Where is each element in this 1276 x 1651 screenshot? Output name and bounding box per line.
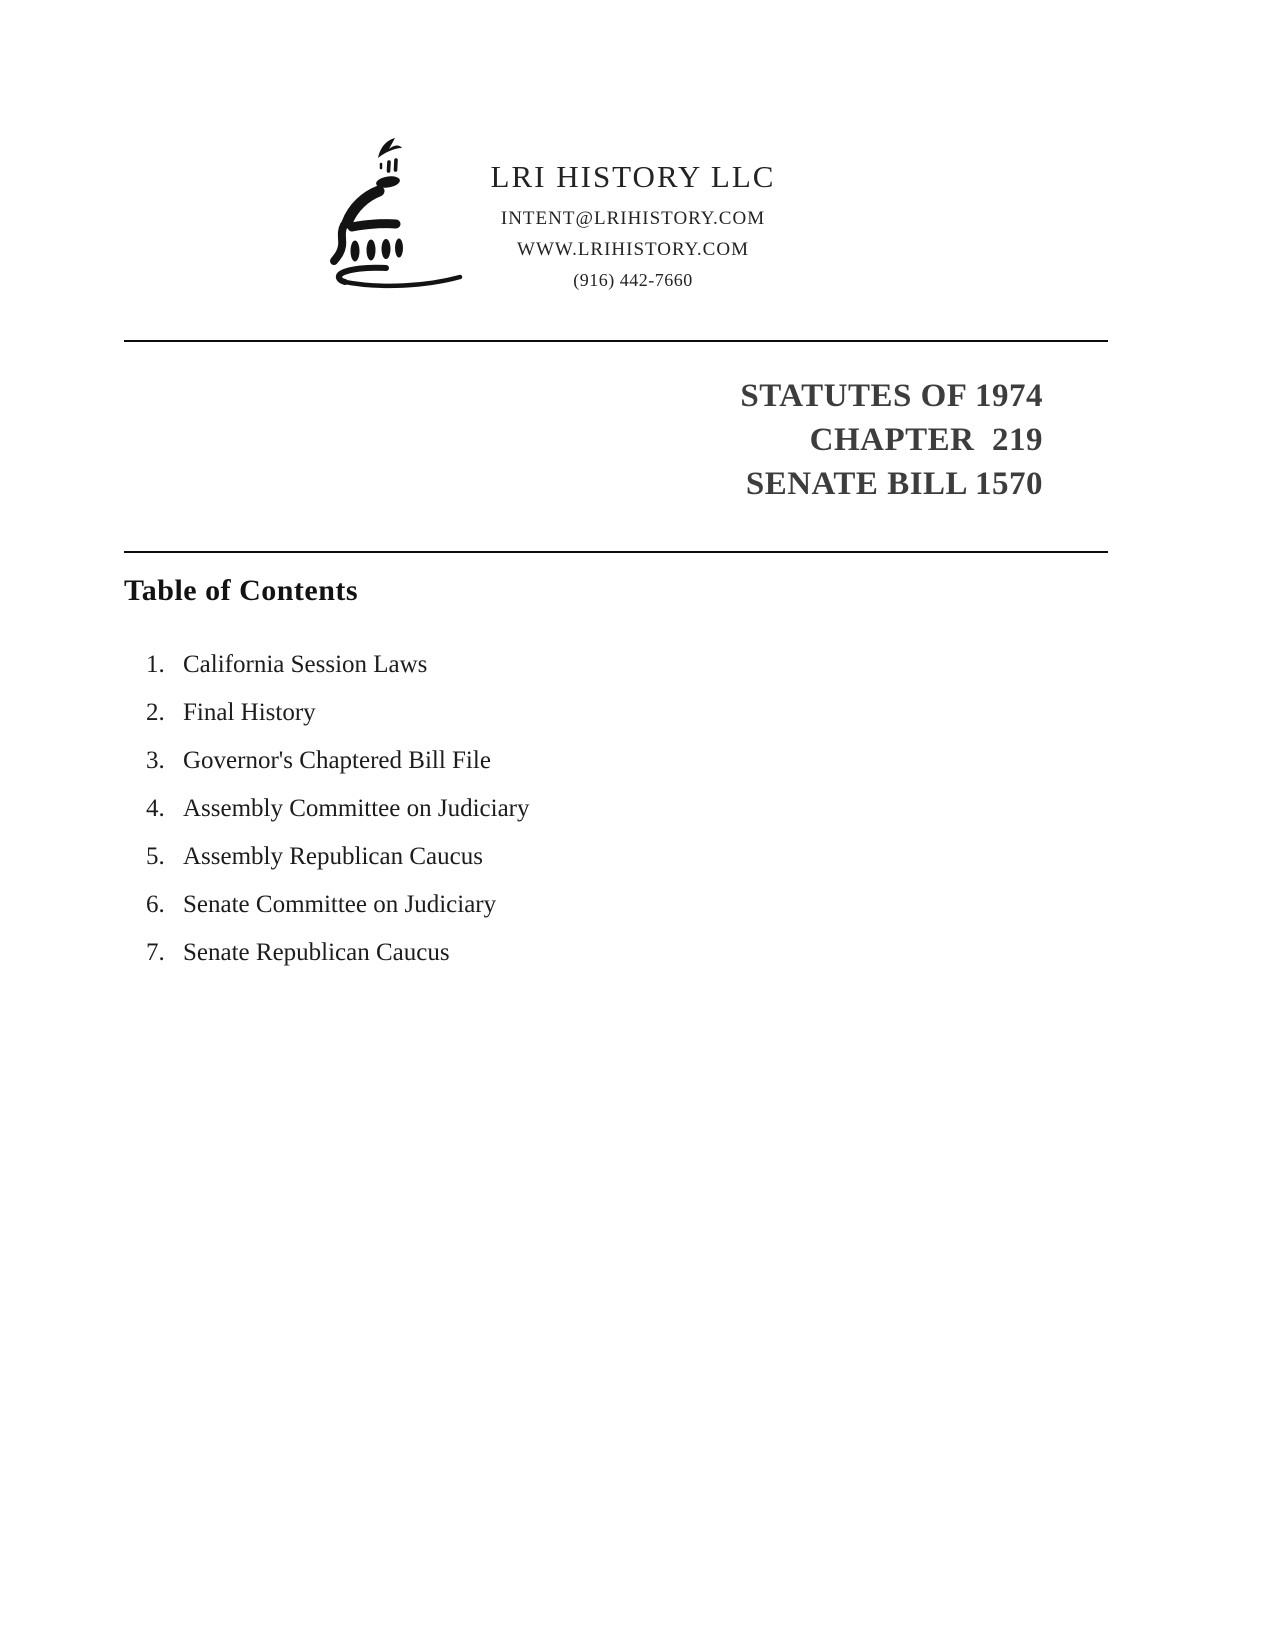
- senate-bill-line: SENATE BILL 1570: [745, 466, 1043, 502]
- toc-list: [146, 650, 529, 986]
- toc-item-label: Assembly Republican Caucus: [183, 843, 483, 870]
- toc-item-label: Governor's Chaptered Bill File: [183, 747, 491, 774]
- toc-item-label: California Session Laws: [183, 651, 428, 678]
- toc-heading: Table of Contents: [124, 574, 359, 607]
- toc-item-number: 5.: [146, 843, 165, 870]
- toc-item: [146, 650, 529, 680]
- toc-item-label: Assembly Committee on Judiciary: [183, 795, 530, 822]
- toc-item: [146, 842, 529, 872]
- toc-item-number: 3.: [146, 747, 165, 774]
- header-divider: [124, 340, 1108, 342]
- company-name: LRI HISTORY LLC: [490, 159, 776, 194]
- toc-item-number: 7.: [146, 939, 165, 966]
- toc-item-label: Senate Committee on Judiciary: [183, 891, 497, 918]
- toc-item: [146, 698, 529, 728]
- toc-item: [146, 890, 529, 920]
- toc-item: [146, 794, 529, 824]
- company-website: WWW.LRIHISTORY.COM: [517, 239, 749, 260]
- toc-item-label: Senate Republican Caucus: [183, 939, 450, 966]
- statutes-year-line: STATUTES OF 1974: [740, 378, 1043, 414]
- toc-item: [146, 938, 529, 968]
- statute-reference-block: [740, 374, 1043, 506]
- toc-item-number: 6.: [146, 891, 165, 918]
- toc-item: [146, 746, 529, 776]
- toc-item-number: 2.: [146, 699, 165, 726]
- toc-item-number: 1.: [146, 651, 165, 678]
- chapter-line: CHAPTER 219: [809, 422, 1043, 458]
- company-email: INTENT@LRIHISTORY.COM: [500, 208, 766, 229]
- company-phone: (916) 442-7660: [573, 270, 693, 290]
- letterhead-contact-block: [433, 160, 833, 292]
- toc-item-number: 4.: [146, 795, 165, 822]
- reference-divider: [124, 551, 1108, 553]
- toc-item-label: Final History: [183, 699, 316, 726]
